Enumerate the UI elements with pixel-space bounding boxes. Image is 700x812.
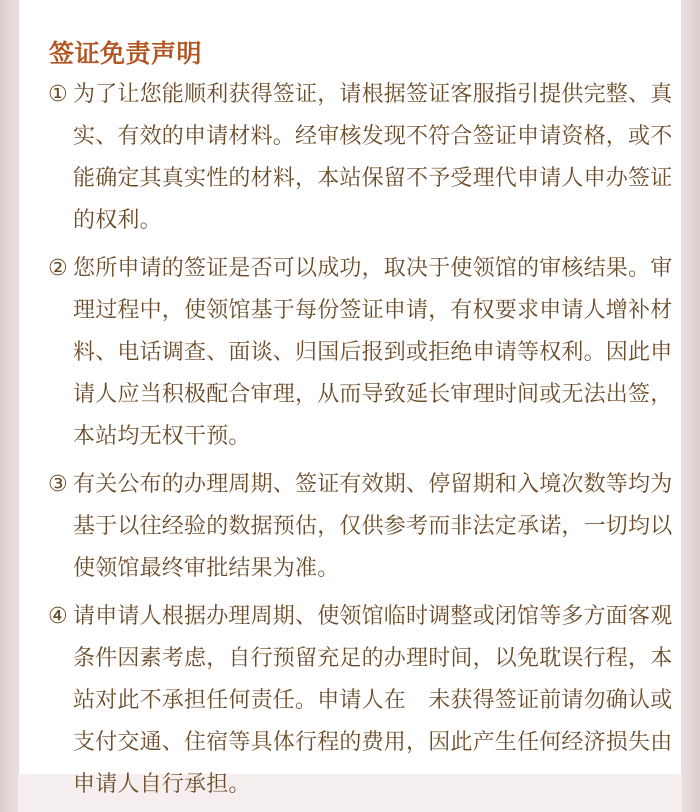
disclaimer-card: [18, 0, 682, 797]
disclaimer-title: 签证免责声明: [49, 39, 203, 68]
item-text: 为了让您能顺利获得签证，请根据签证客服指引提供完整、真实、有效的申请材料。经审核发现不符合签证申请资格，或不能确定其真实性的材料，本站保留不予受理代申请人申办签证的权利。: [73, 82, 673, 233]
disclaimer-item-2: [46, 248, 676, 458]
item-text: 请申请人根据办理周期、使领馆临时调整或闭馆等多方面客观条件因素考虑，自行预留充足的办理时间，以免耽误行程，本站对此不承担任何责任。申请人在 未获得签证前请勿确认或支付交通、住宿等具体行程的费用，因此产生任何经济损失由申请人自行承担。: [73, 604, 673, 797]
item-text: 您所申请的签证是否可以成功，取决于使领馆的审核结果。审理过程中，使领馆基于每份签证申请，有权要求申请人增补材料、电话调查、面谈、归国后报到或拒绝申请等权利。因此申请人应当积极配合审理，从而导致延长审理时间或无法出签，本站均无权干预。: [73, 256, 673, 449]
item-marker: ④: [48, 604, 68, 629]
disclaimer-list: [46, 74, 676, 812]
item-marker: ①: [48, 82, 68, 107]
disclaimer-item-4: [46, 596, 676, 806]
disclaimer-item-3: [46, 464, 676, 590]
item-text: 有关公布的办理周期、签证有效期、停留期和入境次数等均为基于以往经验的数据预估，仅供参考而非法定承诺，一切均以使领馆最终审批结果为准。: [73, 472, 673, 581]
disclaimer-item-1: [46, 74, 676, 242]
item-marker: ③: [48, 472, 68, 497]
item-marker: ②: [48, 256, 68, 281]
